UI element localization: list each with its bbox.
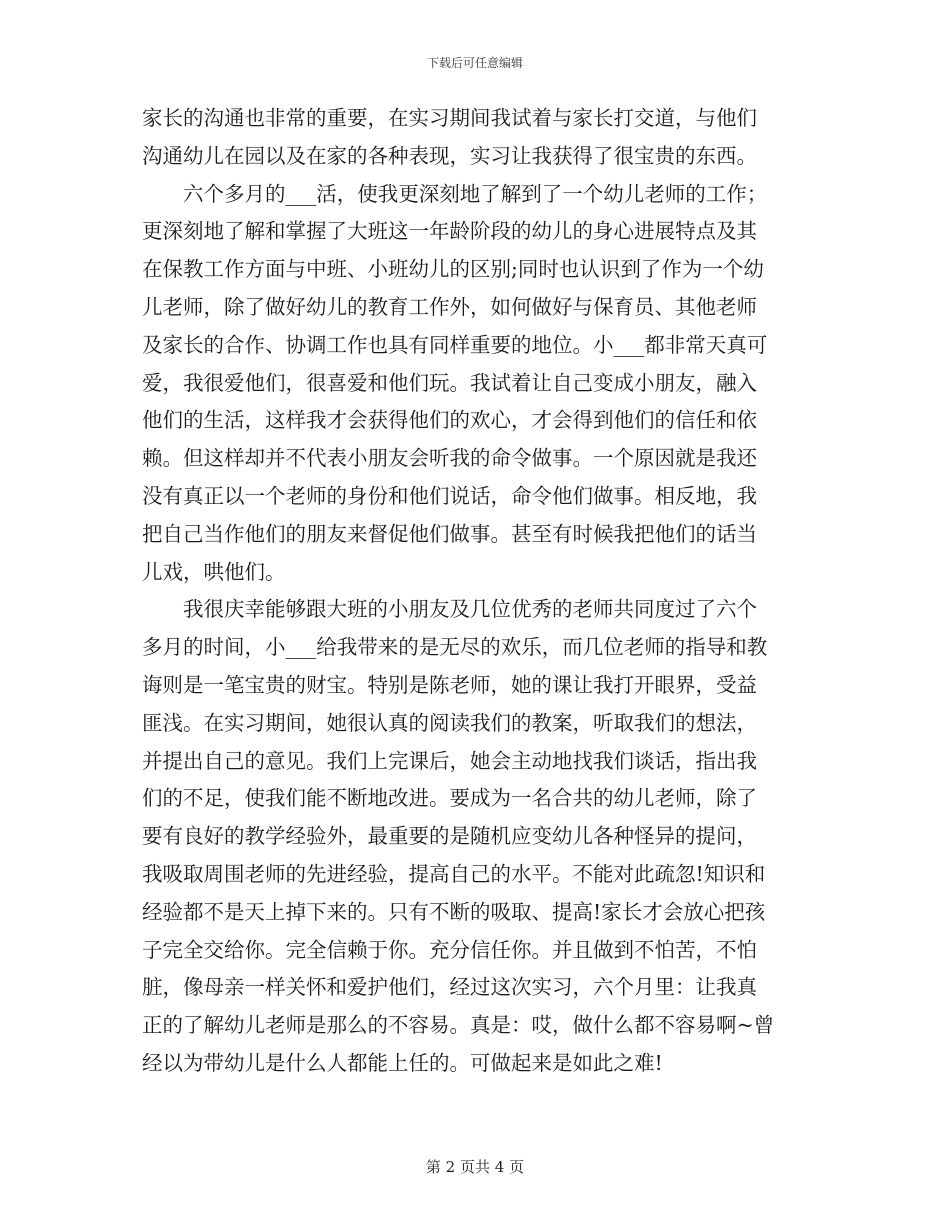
document-body	[142, 100, 806, 1083]
page-footer: 第 2 页共 4 页	[425, 1158, 525, 1176]
text-line: 经以为带幼儿是什么人都能上任的。可做起来是如此之难!	[142, 1050, 663, 1075]
text-line: 儿戏，哄他们。	[142, 559, 286, 584]
text-line: 经验都不是天上掉下来的。只有不断的吸取、提高!家长才会放心把孩	[142, 899, 766, 924]
text-line: 赖。但这样却并不代表小朋友会听我的命令做事。一个原因就是我还	[142, 446, 757, 471]
text-line: 及家长的合作、协调工作也具有同样重要的地位。小___都非常天真可	[142, 332, 768, 357]
text-line: 诲则是一笔宝贵的财宝。特别是陈老师，她的课让我打开眼界，受益	[142, 672, 757, 697]
text-line: 六个多月的___活，使我更深刻地了解到了一个幼儿老师的工作；	[183, 181, 768, 206]
text-line: 正的了解幼儿老师是那么的不容易。真是：哎，做什么都不容易啊~曾	[142, 1013, 775, 1038]
text-line: 我吸取周围老师的先进经验，提高自己的水平。不能对此疏忽!知识和	[142, 861, 766, 886]
text-line: 更深刻地了解和掌握了大班这一年龄阶段的幼儿的身心进展特点及其	[142, 219, 757, 244]
text-line: 家长的沟通也非常的重要，在实习期间我试着与家长打交道，与他们	[142, 106, 757, 130]
text-line: 爱，我很爱他们，很喜爱和他们玩。我试着让自己变成小朋友，融入	[142, 370, 757, 395]
text-line: 把自己当作他们的朋友来督促他们做事。甚至有时候我把他们的话当	[142, 521, 757, 546]
text-line: 们的不足，使我们能不断地改进。要成为一名合共的幼儿老师，除了	[142, 786, 757, 811]
text-line: 儿老师，除了做好幼儿的教育工作外，如何做好与保育员、其他老师	[142, 294, 757, 319]
text-line: 多月的时间，小___给我带来的是无尽的欢乐，而几位老师的指导和教	[142, 635, 768, 660]
text-line: 脏，像母亲一样关怀和爱护他们，经过这次实习，六个月里：让我真	[142, 975, 757, 1000]
text-line: 子完全交给你。完全信赖于你。充分信任你。并且做到不怕苦，不怕	[142, 937, 757, 962]
text-line: 匪浅。在实习期间，她很认真的阅读我们的教案，听取我们的想法，	[142, 710, 757, 735]
text-line: 要有良好的教学经验外，最重要的是随机应变幼儿各种怪异的提问，	[142, 824, 757, 849]
text-line: 并提出自己的意见。我们上完课后，她会主动地找我们谈话，指出我	[142, 748, 757, 773]
page-header: 下载后可任意编辑	[426, 56, 523, 70]
text-line: 没有真正以一个老师的身份和他们说话，命令他们做事。相反地，我	[142, 483, 757, 508]
text-line: 在保教工作方面与中班、小班幼儿的区别;同时也认识到了作为一个幼	[142, 257, 764, 282]
text-line: 他们的生活，这样我才会获得他们的欢心，才会得到他们的信任和依	[142, 408, 757, 433]
text-line: 我很庆幸能够跟大班的小朋友及几位优秀的老师共同度过了六个	[183, 597, 757, 622]
text-line: 沟通幼儿在园以及在家的各种表现，实习让我获得了很宝贵的东西。	[142, 143, 757, 168]
